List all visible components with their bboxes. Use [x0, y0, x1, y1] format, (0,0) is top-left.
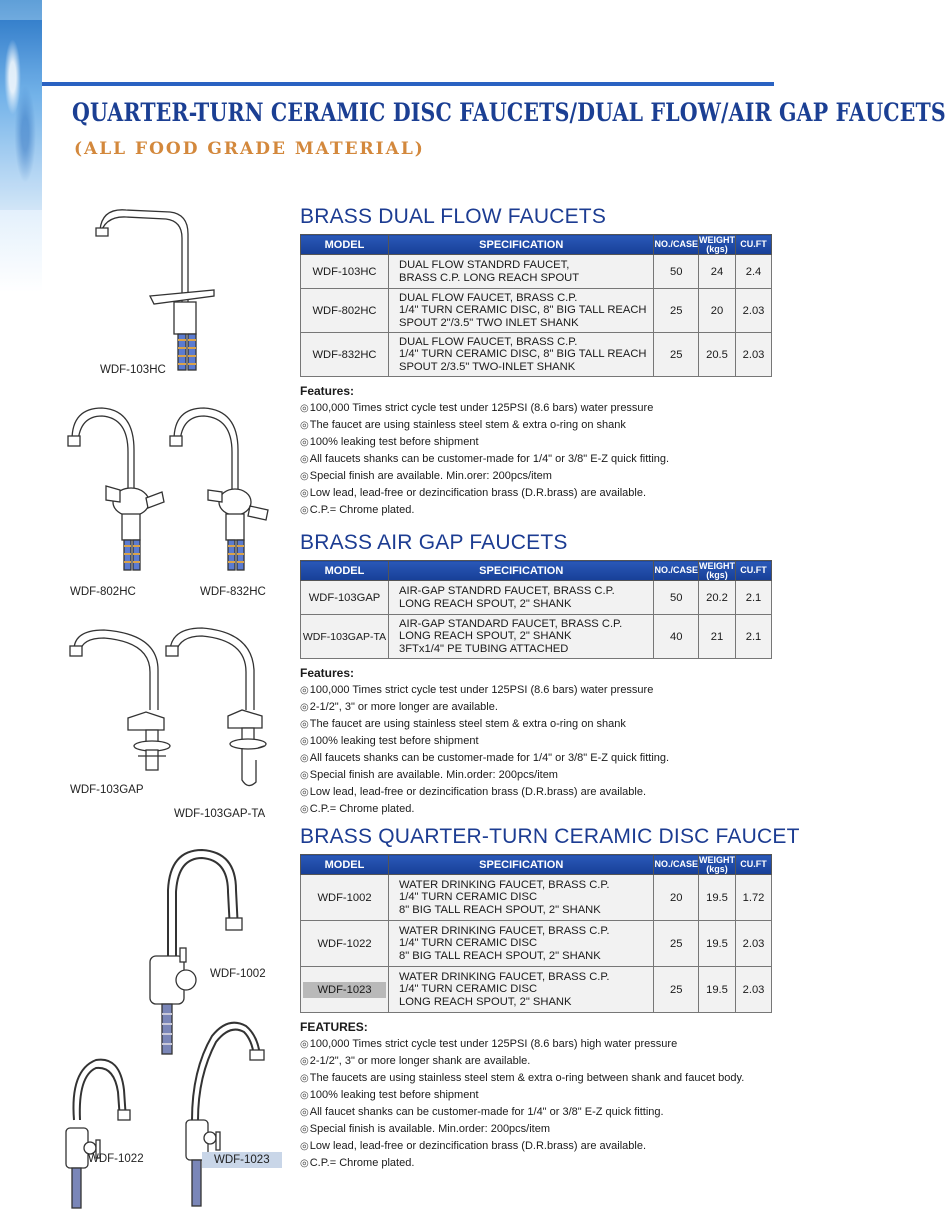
- cell-spec: [389, 289, 654, 333]
- cell-weight: 21: [699, 615, 736, 659]
- spec-line: WATER DRINKING FAUCET, BRASS C.P.: [399, 878, 610, 891]
- cell-model: WDF-1022: [301, 921, 389, 967]
- spec-line: DUAL FLOW FAUCET, BRASS C.P.: [399, 291, 578, 304]
- table-header-row: [301, 235, 772, 255]
- col-weight: [699, 561, 736, 581]
- section-title: BRASS AIR GAP FAUCETS: [300, 531, 568, 554]
- table-row: [301, 967, 772, 1013]
- label-wdf-1002: WDF-1002: [210, 968, 266, 980]
- cell-spec: [389, 921, 654, 967]
- spec-line: SPOUT 2"/3.5" TWO INLET SHANK: [399, 316, 579, 329]
- feature-item: ◎ 100,000 Times strict cycle test under 125PSI (8.6 bars) water pressure: [300, 682, 772, 699]
- col-weight: [699, 855, 736, 875]
- col-weight-unit: (kgs): [706, 569, 728, 580]
- features-heading: FEATURES:: [300, 1020, 368, 1034]
- features-heading: Features:: [300, 384, 355, 398]
- section-title: BRASS DUAL FLOW FAUCETS: [300, 205, 607, 228]
- features-heading: Features:: [300, 666, 355, 680]
- col-cuft: CU.FT: [736, 561, 772, 581]
- col-specification: SPECIFICATION: [389, 235, 654, 255]
- feature-item: ◎ 100,000 Times strict cycle test under 125PSI (8.6 bars) water pressure: [300, 400, 772, 417]
- spec-table: [300, 560, 772, 659]
- cell-spec: [389, 875, 654, 921]
- feature-item: ◎ 100,000 Times strict cycle test under 125PSI (8.6 bars) high water pressure: [300, 1036, 772, 1053]
- col-weight: [699, 235, 736, 255]
- section-quarter-turn: [300, 825, 800, 1172]
- table-row: [301, 289, 772, 333]
- decorative-water-band: [0, 0, 42, 1218]
- faucet-drawing-wdf-1023: [186, 1023, 264, 1206]
- feature-item: ◎ The faucets are using stainless steel stem & extra o-ring between shank and faucet body.: [300, 1070, 772, 1087]
- table-header-row: [301, 855, 772, 875]
- cell-spec: [389, 581, 654, 615]
- cell-cuft: 2.03: [736, 967, 772, 1013]
- col-cuft: CU.FT: [736, 235, 772, 255]
- cell-no-case: 20: [654, 875, 699, 921]
- cell-cuft: 1.72: [736, 875, 772, 921]
- features-list: [300, 1019, 772, 1172]
- label-wdf-1022: WDF-1022: [88, 1153, 144, 1165]
- col-no-case: NO./CASE: [654, 235, 699, 255]
- col-weight-unit: (kgs): [706, 863, 728, 874]
- spec-line: AIR-GAP STANDARD FAUCET, BRASS C.P.: [399, 617, 623, 630]
- label-wdf-103gap-ta: WDF-103GAP-TA: [174, 808, 266, 820]
- cell-model: WDF-1002: [301, 875, 389, 921]
- spec-line: 1/4" TURN CERAMIC DISC, 8" BIG TALL REACH: [399, 348, 647, 361]
- cell-model: WDF-103GAP: [301, 581, 389, 615]
- model-chip: WDF-1023: [303, 982, 385, 998]
- cell-spec: [389, 615, 654, 659]
- feature-item: ◎ Special finish are available. Min.order: 200pcs/item: [300, 767, 772, 784]
- spec-line: LONG REACH SPOUT, 2" SHANK: [399, 630, 572, 643]
- page-subtitle: (ALL FOOD GRADE MATERIAL): [74, 139, 425, 159]
- col-weight-label: WEIGHT: [699, 234, 735, 245]
- section-title: BRASS QUARTER-TURN CERAMIC DISC FAUCET: [300, 825, 800, 848]
- table-row: [301, 581, 772, 615]
- col-no-case: NO./CASE: [654, 561, 699, 581]
- cell-no-case: 25: [654, 289, 699, 333]
- feature-item: ◎ Low lead, lead-free or dezincification brass (D.R.brass) are available.: [300, 1138, 772, 1155]
- cell-cuft: 2.03: [736, 921, 772, 967]
- cell-weight: 19.5: [699, 921, 736, 967]
- col-weight-label: WEIGHT: [699, 560, 735, 571]
- feature-item: ◎ Low lead, lead-free or dezincification brass (D.R.brass) are available.: [300, 784, 772, 801]
- label-wdf-103hc: WDF-103HC: [100, 364, 166, 376]
- spec-line: 1/4" TURN CERAMIC DISC: [399, 983, 538, 996]
- feature-item: ◎ All faucets shanks can be customer-made for 1/4" or 3/8" E-Z quick fitting.: [300, 451, 772, 468]
- spec-table: [300, 854, 772, 1013]
- cell-weight: 19.5: [699, 967, 736, 1013]
- table-row: [301, 333, 772, 377]
- cell-spec: [389, 333, 654, 377]
- col-weight-unit: (kgs): [706, 243, 728, 254]
- table-row: [301, 615, 772, 659]
- faucet-drawing-wdf-103hc: [96, 210, 214, 370]
- cell-weight: 20.5: [699, 333, 736, 377]
- cell-weight: 20.2: [699, 581, 736, 615]
- features-list: [300, 665, 772, 818]
- faucet-drawing-wdf-103gap: [70, 630, 170, 770]
- cell-model: WDF-103GAP-TA: [301, 615, 389, 659]
- spec-line: 1/4" TURN CERAMIC DISC: [399, 937, 538, 950]
- section-dual-flow: [300, 205, 772, 519]
- cell-cuft: 2.1: [736, 615, 772, 659]
- spec-line: 3FTx1/4" PE TUBING ATTACHED: [399, 642, 569, 655]
- section-air-gap: [300, 531, 772, 818]
- cell-model: WDF-103HC: [301, 255, 389, 289]
- cell-cuft: 2.03: [736, 333, 772, 377]
- spec-line: SPOUT 2/3.5" TWO-INLET SHANK: [399, 360, 576, 373]
- label-wdf-802hc: WDF-802HC: [70, 586, 136, 598]
- spec-table: [300, 234, 772, 377]
- table-header-row: [301, 561, 772, 581]
- feature-item: ◎ C.P.= Chrome plated.: [300, 801, 772, 818]
- spec-line: 1/4" TURN CERAMIC DISC, 8" BIG TALL REACH: [399, 304, 647, 317]
- cell-weight: 24: [699, 255, 736, 289]
- feature-item: ◎ Low lead, lead-free or dezincification brass (D.R.brass) are available.: [300, 485, 772, 502]
- feature-item: ◎ 2-1/2", 3" or more longer shank are available.: [300, 1053, 772, 1070]
- cell-spec: [389, 967, 654, 1013]
- cell-cuft: 2.03: [736, 289, 772, 333]
- label-wdf-103gap: WDF-103GAP: [70, 784, 144, 796]
- faucet-drawing-wdf-1022: [66, 1060, 130, 1208]
- spec-line: AIR-GAP STANDRD FAUCET, BRASS C.P.: [399, 585, 615, 597]
- cell-cuft: 2.1: [736, 581, 772, 615]
- feature-item: ◎ Special finish is available. Min.order: 200pcs/item: [300, 1121, 772, 1138]
- cell-weight: 20: [699, 289, 736, 333]
- table-row: [301, 921, 772, 967]
- cell-weight: 19.5: [699, 875, 736, 921]
- page-title: QUARTER-TURN CERAMIC DISC FAUCETS/DUAL FLOW/AIR GAP FAUCETS: [72, 98, 946, 127]
- spec-line: WATER DRINKING FAUCET, BRASS C.P.: [399, 924, 610, 937]
- col-weight-label: WEIGHT: [699, 854, 735, 865]
- cell-no-case: 50: [654, 255, 699, 289]
- feature-item: ◎ C.P.= Chrome plated.: [300, 1155, 772, 1172]
- table-row: [301, 255, 772, 289]
- cell-spec: [389, 255, 654, 289]
- feature-item: ◎ The faucet are using stainless steel stem & extra o-ring on shank: [300, 716, 772, 733]
- feature-item: ◎ The faucet are using stainless steel stem & extra o-ring on shank: [300, 417, 772, 434]
- header-rule: [42, 82, 774, 86]
- feature-item: ◎ Special finish are available. Min.orer: 200pcs/item: [300, 468, 772, 485]
- col-specification: SPECIFICATION: [389, 855, 654, 875]
- cell-model: WDF-802HC: [301, 289, 389, 333]
- features-list: [300, 383, 772, 519]
- spec-line: DUAL FLOW FAUCET, BRASS C.P.: [399, 335, 578, 348]
- cell-no-case: 25: [654, 967, 699, 1013]
- cell-cuft: 2.4: [736, 255, 772, 289]
- faucet-drawing-wdf-802hc: [68, 408, 164, 570]
- feature-item: ◎ All faucets shanks can be customer-made for 1/4" or 3/8" E-Z quick fitting.: [300, 750, 772, 767]
- faucet-drawing-wdf-103gap-ta: [166, 628, 266, 786]
- col-model: MODEL: [301, 855, 389, 875]
- spec-line: BRASS C.P. LONG REACH SPOUT: [399, 271, 580, 284]
- table-row: [301, 875, 772, 921]
- cell-model: [301, 967, 389, 1013]
- water-splash-graphic: [0, 20, 42, 210]
- col-no-case: NO./CASE: [654, 855, 699, 875]
- faucet-illustrations: [42, 190, 292, 1210]
- feature-item: ◎ All faucet shanks can be customer-made for 1/4" or 3/8" E-Z quick fitting.: [300, 1104, 772, 1121]
- faucet-drawings: [42, 190, 292, 1210]
- cell-model: WDF-832HC: [301, 333, 389, 377]
- spec-line: DUAL FLOW STANDRD FAUCET,: [399, 259, 570, 271]
- col-cuft: CU.FT: [736, 855, 772, 875]
- feature-item: ◎ 2-1/2", 3" or more longer are available.: [300, 699, 772, 716]
- cell-no-case: 50: [654, 581, 699, 615]
- feature-item: ◎ C.P.= Chrome plated.: [300, 502, 772, 519]
- col-model: MODEL: [301, 561, 389, 581]
- feature-item: ◎ 100% leaking test before shipment: [300, 1087, 772, 1104]
- spec-line: WATER DRINKING FAUCET, BRASS C.P.: [399, 970, 610, 983]
- label-wdf-832hc: WDF-832HC: [200, 586, 266, 598]
- cell-no-case: 25: [654, 333, 699, 377]
- spec-line: 8" BIG TALL REACH SPOUT, 2" SHANK: [399, 903, 601, 916]
- spec-line: 1/4" TURN CERAMIC DISC: [399, 891, 538, 904]
- cell-no-case: 25: [654, 921, 699, 967]
- faucet-drawing-wdf-832hc: [170, 408, 268, 570]
- label-wdf-1023: WDF-1023: [202, 1152, 282, 1168]
- col-specification: SPECIFICATION: [389, 561, 654, 581]
- feature-item: ◎ 100% leaking test before shipment: [300, 733, 772, 750]
- feature-item: ◎ 100% leaking test before shipment: [300, 434, 772, 451]
- spec-line: LONG REACH SPOUT, 2" SHANK: [399, 995, 572, 1008]
- spec-line: 8" BIG TALL REACH SPOUT, 2" SHANK: [399, 949, 601, 962]
- cell-no-case: 40: [654, 615, 699, 659]
- spec-line: LONG REACH SPOUT, 2" SHANK: [399, 597, 572, 610]
- col-model: MODEL: [301, 235, 389, 255]
